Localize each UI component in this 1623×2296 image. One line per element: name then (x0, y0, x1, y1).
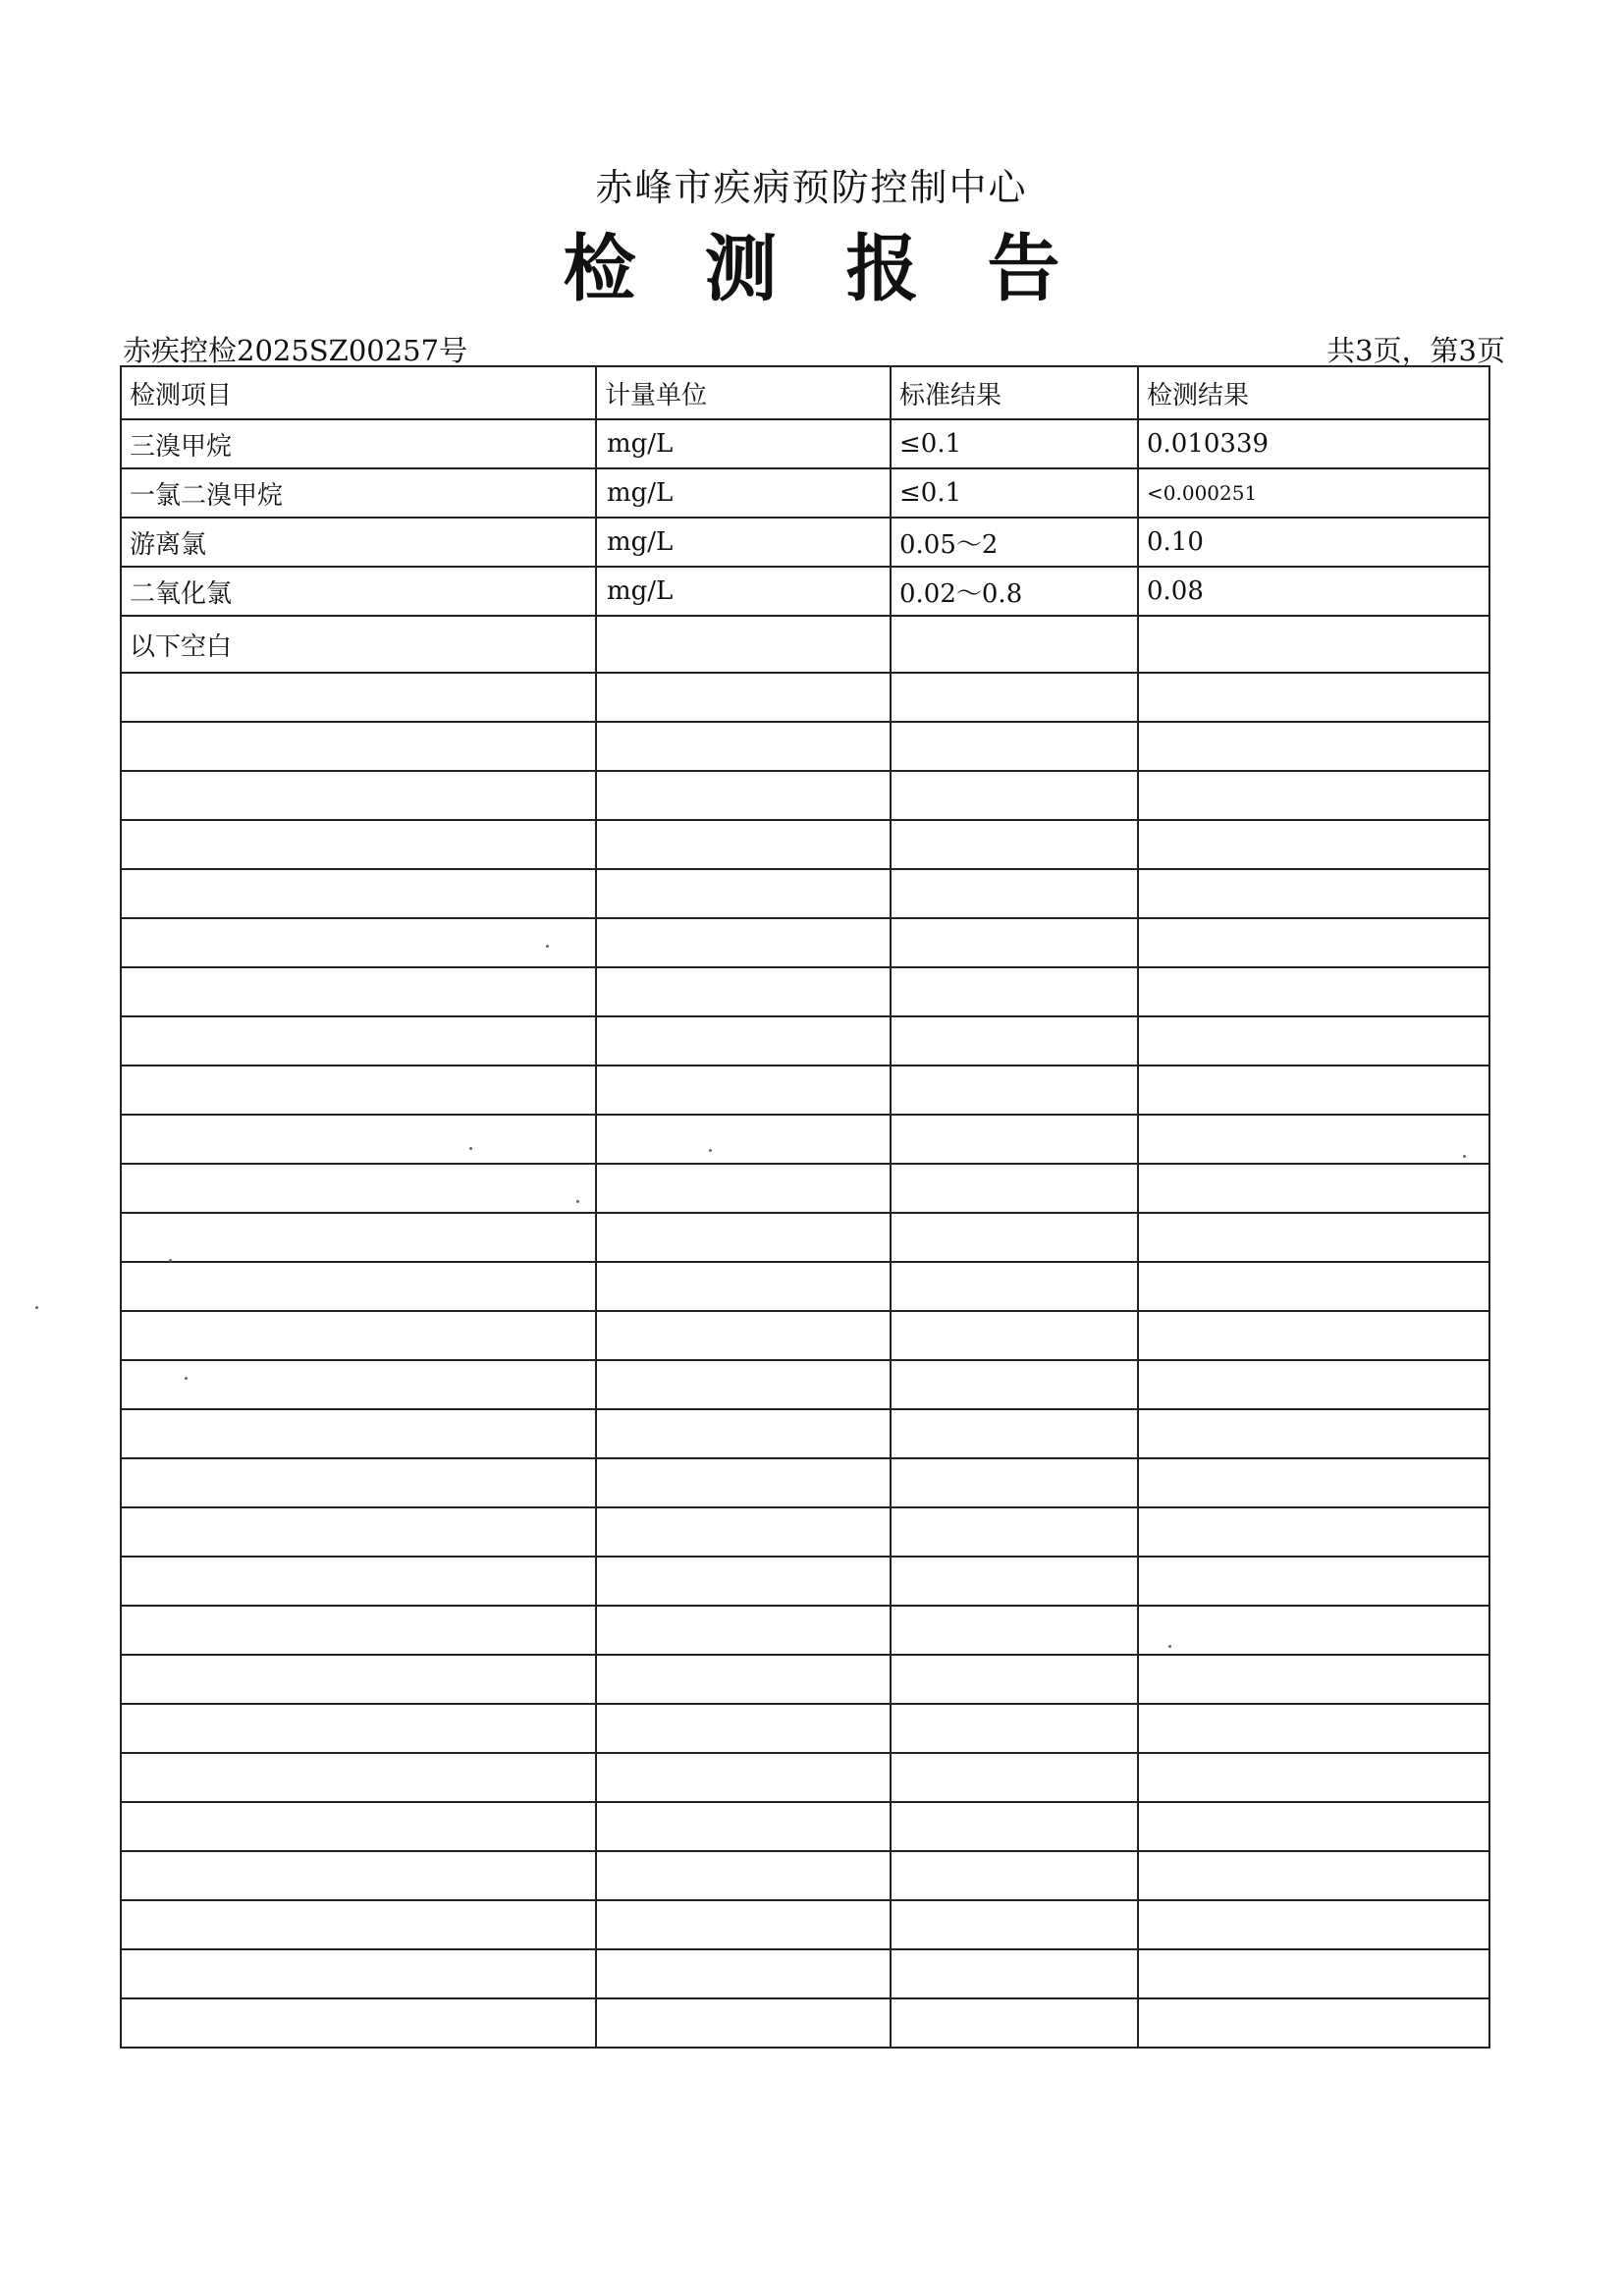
empty-cell (1138, 869, 1489, 918)
empty-cell (596, 1262, 891, 1311)
empty-cell (1138, 1753, 1489, 1802)
empty-cell (1138, 1606, 1489, 1655)
empty-cell (891, 673, 1138, 722)
empty-cell (121, 1311, 596, 1360)
empty-row (121, 1164, 1489, 1213)
empty-cell (891, 1704, 1138, 1753)
empty-cell (1138, 616, 1489, 673)
empty-cell (891, 1851, 1138, 1900)
table-row (121, 468, 1489, 518)
empty-row (121, 722, 1489, 771)
empty-cell (891, 1360, 1138, 1409)
empty-cell (121, 1507, 596, 1557)
empty-rows (121, 673, 1489, 2048)
standard-cell: 0.05～2 (891, 518, 1138, 567)
empty-cell (121, 1164, 596, 1213)
empty-cell (121, 1409, 596, 1458)
empty-cell (1138, 1262, 1489, 1311)
empty-cell (891, 1753, 1138, 1802)
empty-cell (596, 1409, 891, 1458)
empty-cell (596, 1606, 891, 1655)
empty-cell (121, 1900, 596, 1949)
scan-speck (469, 1147, 472, 1150)
empty-cell (1138, 1458, 1489, 1507)
empty-cell (1138, 1213, 1489, 1262)
empty-cell (596, 1655, 891, 1704)
unit-cell: mg/L (596, 567, 891, 616)
empty-cell (891, 1311, 1138, 1360)
empty-cell (596, 1507, 891, 1557)
empty-row (121, 1753, 1489, 1802)
blank-note-cell: 以下空白 (121, 616, 596, 673)
empty-cell (596, 771, 891, 820)
table-row (121, 419, 1489, 468)
empty-row (121, 1458, 1489, 1507)
empty-row (121, 869, 1489, 918)
empty-cell (596, 1557, 891, 1606)
empty-row (121, 771, 1489, 820)
empty-cell (121, 1704, 596, 1753)
empty-cell (1138, 1802, 1489, 1851)
empty-cell (121, 1557, 596, 1606)
empty-row (121, 1998, 1489, 2048)
empty-cell (596, 869, 891, 918)
empty-row (121, 1557, 1489, 1606)
page-info: 共3页，第3页 (1326, 334, 1505, 367)
empty-cell (596, 1949, 891, 1998)
empty-cell (121, 918, 596, 967)
scan-speck (709, 1149, 712, 1152)
empty-cell (121, 1851, 596, 1900)
results-table (120, 365, 1490, 2049)
empty-cell (891, 1164, 1138, 1213)
empty-cell (596, 1164, 891, 1213)
empty-cell (121, 1606, 596, 1655)
empty-cell (121, 722, 596, 771)
empty-cell (1138, 1949, 1489, 1998)
empty-cell (1138, 771, 1489, 820)
empty-cell (596, 673, 891, 722)
empty-row (121, 1409, 1489, 1458)
empty-cell (121, 967, 596, 1016)
empty-cell (596, 1115, 891, 1164)
empty-cell (1138, 1655, 1489, 1704)
empty-cell (121, 1115, 596, 1164)
scan-speck (576, 1200, 579, 1203)
empty-cell (596, 1753, 891, 1802)
empty-cell (596, 1311, 891, 1360)
item-cell: 三溴甲烷 (121, 419, 596, 468)
empty-row (121, 1949, 1489, 1998)
empty-cell (891, 869, 1138, 918)
empty-cell (1138, 1851, 1489, 1900)
organization-name: 赤峰市疾病预防控制中心 (595, 166, 1028, 209)
empty-cell (1138, 1115, 1489, 1164)
result-cell: 0.08 (1138, 567, 1489, 616)
scan-speck (185, 1377, 188, 1380)
item-cell: 游离氯 (121, 518, 596, 567)
empty-cell (1138, 1507, 1489, 1557)
unit-cell: mg/L (596, 518, 891, 567)
result-cell: <0.000251 (1138, 468, 1489, 518)
empty-cell (121, 1655, 596, 1704)
empty-cell (1138, 673, 1489, 722)
empty-cell (596, 1704, 891, 1753)
empty-row (121, 673, 1489, 722)
empty-cell (891, 1115, 1138, 1164)
report-number: 赤疾控检2025SZ00257号 (123, 334, 468, 367)
empty-cell (1138, 1066, 1489, 1115)
column-header-item: 检测项目 (121, 366, 596, 419)
empty-row (121, 1213, 1489, 1262)
empty-cell (121, 820, 596, 869)
empty-cell (891, 771, 1138, 820)
column-header-standard: 标准结果 (891, 366, 1138, 419)
empty-cell (891, 616, 1138, 673)
empty-cell (121, 1458, 596, 1507)
empty-cell (891, 1900, 1138, 1949)
empty-cell (121, 771, 596, 820)
result-cell: 0.10 (1138, 518, 1489, 567)
empty-cell (1138, 820, 1489, 869)
empty-cell (891, 722, 1138, 771)
scan-speck (1463, 1155, 1466, 1158)
empty-cell (596, 722, 891, 771)
empty-cell (1138, 1409, 1489, 1458)
scan-speck (546, 945, 549, 948)
empty-cell (891, 1949, 1138, 1998)
empty-cell (596, 1900, 891, 1949)
empty-cell (1138, 918, 1489, 967)
empty-cell (121, 1949, 596, 1998)
empty-cell (891, 1066, 1138, 1115)
empty-cell (1138, 1360, 1489, 1409)
empty-cell (891, 1655, 1138, 1704)
table-row (121, 567, 1489, 616)
empty-cell (1138, 722, 1489, 771)
empty-cell (891, 1458, 1138, 1507)
empty-row (121, 1311, 1489, 1360)
empty-cell (1138, 967, 1489, 1016)
empty-cell (121, 1802, 596, 1851)
empty-row (121, 1704, 1489, 1753)
empty-cell (891, 1998, 1138, 2048)
empty-cell (121, 1360, 596, 1409)
empty-cell (1138, 1998, 1489, 2048)
empty-cell (1138, 1164, 1489, 1213)
empty-row (121, 1507, 1489, 1557)
empty-row (121, 820, 1489, 869)
empty-cell (596, 1802, 891, 1851)
empty-row (121, 1115, 1489, 1164)
empty-cell (891, 1262, 1138, 1311)
standard-cell: 0.02～0.8 (891, 567, 1138, 616)
empty-row (121, 1655, 1489, 1704)
empty-cell (891, 1802, 1138, 1851)
empty-cell (121, 673, 596, 722)
column-header-result: 检测结果 (1138, 366, 1489, 419)
empty-cell (121, 1262, 596, 1311)
empty-cell (121, 1066, 596, 1115)
empty-cell (596, 1458, 891, 1507)
empty-cell (596, 1066, 891, 1115)
empty-row (121, 967, 1489, 1016)
empty-cell (121, 1213, 596, 1262)
empty-cell (121, 1998, 596, 2048)
empty-cell (596, 1213, 891, 1262)
empty-row (121, 1066, 1489, 1115)
empty-cell (1138, 1704, 1489, 1753)
unit-cell: mg/L (596, 468, 891, 518)
empty-cell (596, 1016, 891, 1066)
empty-cell (596, 1360, 891, 1409)
empty-cell (891, 1557, 1138, 1606)
scan-speck (35, 1306, 38, 1309)
column-header-unit: 计量单位 (596, 366, 891, 419)
document-title: 检测报告 (563, 227, 1129, 311)
empty-cell (891, 1409, 1138, 1458)
table-header-row (121, 366, 1489, 419)
empty-row (121, 918, 1489, 967)
empty-cell (891, 1016, 1138, 1066)
empty-row (121, 1016, 1489, 1066)
empty-cell (891, 967, 1138, 1016)
empty-cell (891, 820, 1138, 869)
empty-cell (1138, 1311, 1489, 1360)
empty-row (121, 1851, 1489, 1900)
empty-cell (596, 820, 891, 869)
empty-cell (121, 1753, 596, 1802)
empty-cell (1138, 1557, 1489, 1606)
blank-note-row (121, 616, 1489, 673)
empty-row (121, 1360, 1489, 1409)
empty-cell (891, 1507, 1138, 1557)
unit-cell: mg/L (596, 419, 891, 468)
item-cell: 二氧化氯 (121, 567, 596, 616)
standard-cell: ≤0.1 (891, 468, 1138, 518)
empty-cell (596, 1851, 891, 1900)
empty-cell (1138, 1900, 1489, 1949)
empty-cell (891, 918, 1138, 967)
table-row (121, 518, 1489, 567)
empty-row (121, 1262, 1489, 1311)
empty-cell (596, 918, 891, 967)
standard-cell: ≤0.1 (891, 419, 1138, 468)
scan-speck (1168, 1645, 1171, 1648)
empty-cell (596, 967, 891, 1016)
empty-cell (891, 1213, 1138, 1262)
item-cell: 一氯二溴甲烷 (121, 468, 596, 518)
empty-row (121, 1802, 1489, 1851)
empty-cell (596, 616, 891, 673)
empty-cell (121, 1016, 596, 1066)
empty-cell (1138, 1016, 1489, 1066)
empty-row (121, 1606, 1489, 1655)
empty-row (121, 1900, 1489, 1949)
result-cell: 0.010339 (1138, 419, 1489, 468)
empty-cell (891, 1606, 1138, 1655)
empty-cell (596, 1998, 891, 2048)
empty-cell (121, 869, 596, 918)
scan-speck (169, 1259, 172, 1262)
